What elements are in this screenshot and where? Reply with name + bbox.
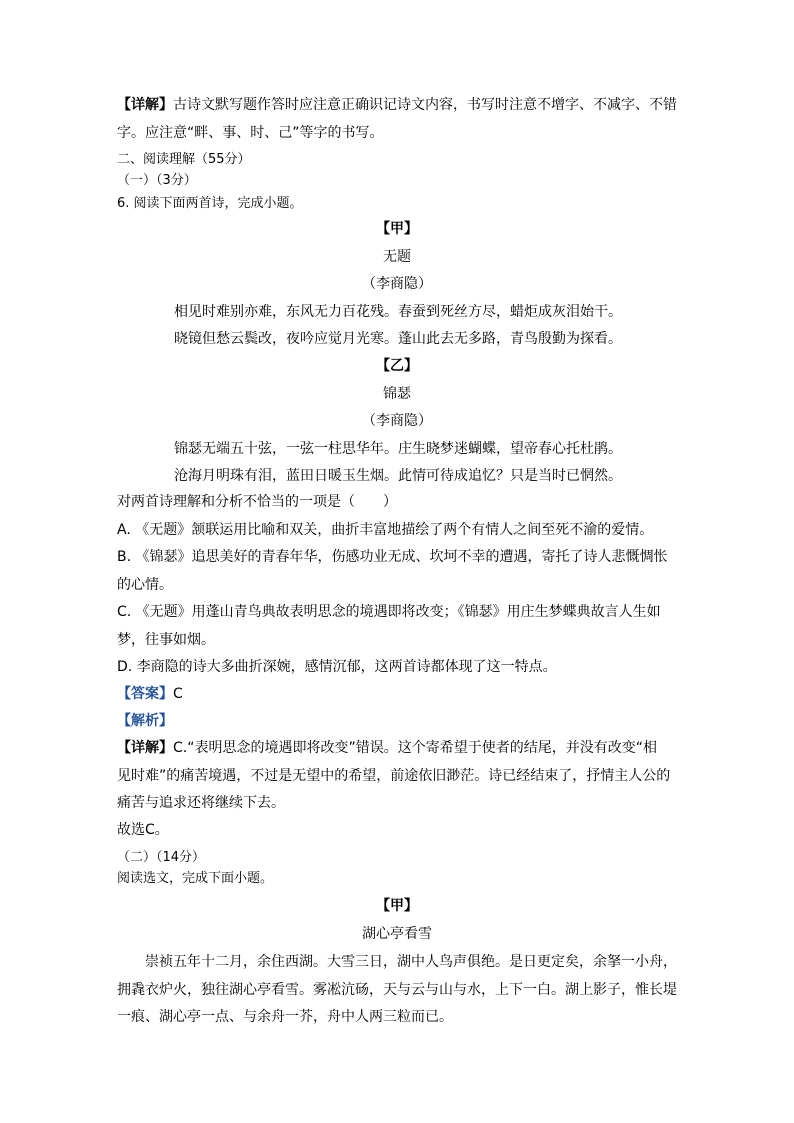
option-a: A. 《无题》颔联运用比喻和双关，曲折丰富地描绘了两个有情人之间至死不渝的爱情。	[117, 522, 654, 538]
poem-b-author: （李商隐）	[362, 413, 432, 429]
poem-a-author: （李商隐）	[362, 276, 432, 292]
detail-tag: 【详解】	[117, 740, 173, 756]
analysis-detail-line-3: 痛苦与追求还将继续下去。	[117, 795, 285, 811]
option-d: D. 李商隐的诗大多曲折深婉，感情沉郁，这两首诗都体现了这一特点。	[117, 659, 557, 675]
analysis-detail-line-2: 见时难”的痛苦境遇，不过是无望中的希望，前途依旧渺茫。诗已经结束了，抒情主人公的	[117, 768, 671, 784]
reading-instruction: 阅读选文，完成下面小题。	[117, 871, 274, 886]
poem-b-title: 锦瑟	[383, 386, 411, 402]
option-c: C. 《无题》用蓬山青鸟典故表明思念的境遇即将改变；《锦瑟》用庄生梦蝶典故言人生如	[117, 604, 661, 620]
analysis-detail-line-1	[117, 738, 657, 758]
prose-a-line: 一痕、湖心亭一点、与余舟一芥，舟中人两三粒而已。	[117, 1009, 453, 1025]
part-heading: （二）（14分）	[117, 850, 206, 865]
detail-tag: 【详解】	[117, 97, 173, 113]
prose-a-title: 湖心亭看雪	[362, 926, 432, 942]
poem-b-tag: 【乙】	[376, 358, 418, 374]
poem-a-line: 相见时难别亦难，东风无力百花残。春蚕到死丝方尽，蜡炬成灰泪始干。	[174, 304, 622, 320]
poem-a-line: 晓镜但愁云鬓改，夜吟应觉月光寒。蓬山此去无多路，青鸟殷勤为探看。	[174, 331, 622, 347]
analysis-tag: 【解析】	[117, 713, 173, 729]
poem-b-line: 沧海月明珠有泪，蓝田日暖玉生烟。此情可待成追忆？只是当时已惘然。	[174, 468, 622, 484]
prose-a-line: 崇祯五年十二月，余住西湖。大雪三日，湖中人鸟声俱绝。是日更定矣，余拏一小舟，	[145, 954, 677, 970]
detail-paragraph-line-2: 字。应注意“畔、事、时、己”等字的书写。	[117, 125, 384, 141]
prose-a-tag: 【甲】	[376, 898, 418, 914]
poem-b-line: 锦瑟无端五十弦，一弦一柱思华年。庄生晓梦迷蝴蝶，望帝春心托杜鹃。	[174, 441, 622, 457]
answer-tag: 【答案】	[117, 686, 173, 702]
detail-text: 古诗文默写题作答时应注意正确识记诗文内容，书写时注意不增字、不减字、不错	[173, 97, 677, 113]
answer-value: C	[173, 686, 183, 702]
poem-a-title: 无题	[383, 249, 411, 265]
section-heading: 二、阅读理解（55分）	[117, 152, 251, 167]
analysis-conclusion: 故选C。	[117, 822, 169, 838]
question-stem: 6. 阅读下面两首诗，完成小题。	[117, 196, 303, 211]
option-b-continued: 的心情。	[117, 577, 173, 593]
answer-line	[117, 684, 183, 704]
question-text: 对两首诗理解和分析不恰当的一项是（ ）	[117, 494, 397, 510]
detail-paragraph-line-1	[117, 95, 677, 115]
option-c-continued: 梦，往事如烟。	[117, 632, 215, 648]
option-b: B. 《锦瑟》追思美好的青春年华，伤感功业无成、坎坷不幸的遭遇，寄托了诗人悲慨惆怅	[117, 549, 668, 565]
prose-a-line: 拥毳衣炉火，独往湖心亭看雪。雾凇沆砀，天与云与山与水，上下一白。湖上影子，惟长堤	[117, 982, 677, 998]
part-heading: （一）（3分）	[117, 173, 197, 188]
poem-a-tag: 【甲】	[376, 221, 418, 237]
detail-text: C.“表明思念的境遇即将改变”错误。这个寄希望于使者的结尾，并没有改变“相	[173, 740, 657, 756]
